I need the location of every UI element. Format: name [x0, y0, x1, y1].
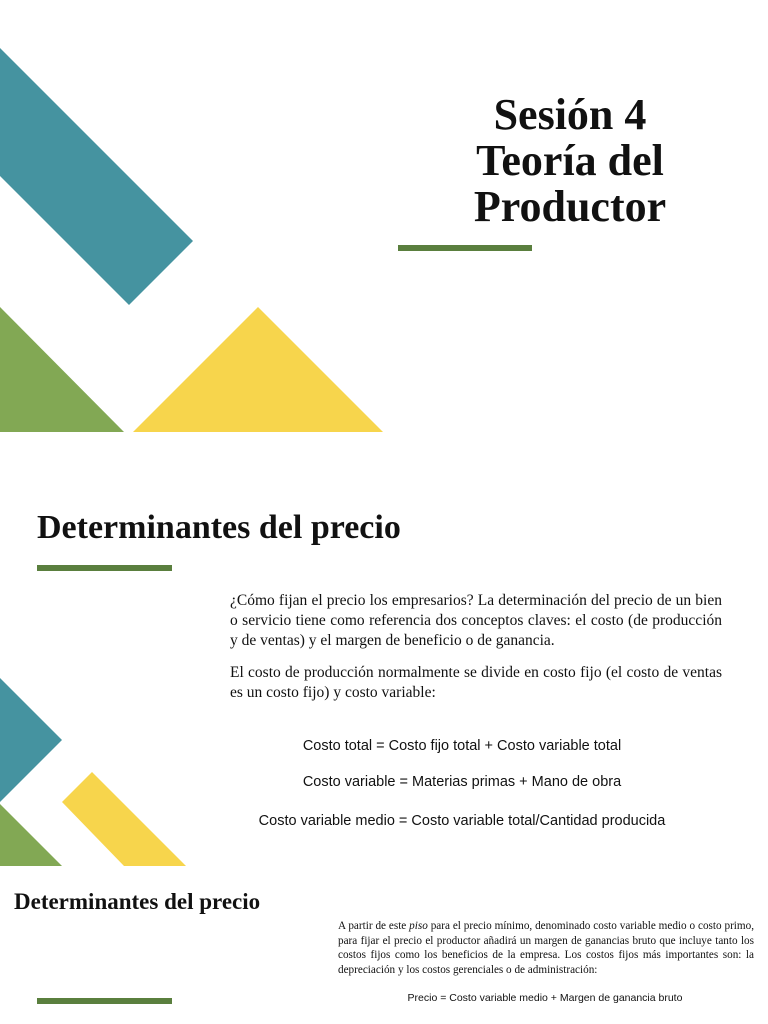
- body-text-italic: piso: [409, 920, 428, 932]
- slide-heading: Determinantes del precio: [14, 889, 261, 914]
- yellow-triangle: [62, 772, 186, 866]
- formula-costo-variable: Costo variable = Materias primas + Mano de obra: [302, 774, 622, 790]
- body-text: [338, 919, 754, 977]
- formula-costo-variable-medio: Costo variable medio = Costo variable total/Cantidad producida: [258, 813, 666, 829]
- paragraph: ¿Cómo fijan el precio los empresarios? La determinación del precio de un bien o servicio tiene como referencia dos conceptos claves: el costo (de producción y de ventas) y el margen de beneficio o de ganancia.: [230, 592, 722, 649]
- slide-heading: Determinantes del precio: [37, 509, 401, 546]
- body-text-start: A partir de este: [338, 920, 410, 932]
- slide-determinantes-1: [0, 436, 768, 868]
- formula-precio: Precio = Costo variable medio + Margen de ganancia bruto: [407, 992, 683, 1004]
- heading-accent-bar: [37, 565, 172, 571]
- formula-costo-total: Costo total = Costo fijo total + Costo variable total: [302, 738, 622, 754]
- decorative-shapes: [0, 436, 200, 868]
- title-line-2: Teoría del: [476, 136, 664, 185]
- paragraph: El costo de producción normalmente se divide en costo fijo (el costo de ventas es un costo fijo) y costo variable:: [230, 664, 722, 701]
- title-line-1: Sesión 4: [493, 90, 647, 139]
- yellow-triangle: [133, 307, 383, 432]
- slide-title-text: [400, 92, 740, 230]
- slide-determinantes-2: [0, 868, 768, 1024]
- slide-title: [0, 0, 768, 436]
- green-triangle: [0, 307, 124, 432]
- body-text-end: para el precio mínimo, denominado costo variable medio o costo primo, para fijar el precio el productor añadirá un margen de ganancias bruto que incluye tanto los costos fijos como los beneficios de la empresa. Los costos fijos más importantes son: la depreciación y los costos gerenciales o de administración:: [338, 920, 754, 976]
- decorative-shapes: [0, 0, 400, 436]
- heading-accent-bar: [37, 998, 172, 1004]
- title-line-3: Productor: [473, 182, 667, 231]
- title-accent-bar: [398, 245, 532, 251]
- body-text: [230, 591, 722, 715]
- teal-diagonal-band: [0, 678, 62, 802]
- teal-diagonal-band: [0, 48, 193, 305]
- green-triangle: [0, 804, 62, 866]
